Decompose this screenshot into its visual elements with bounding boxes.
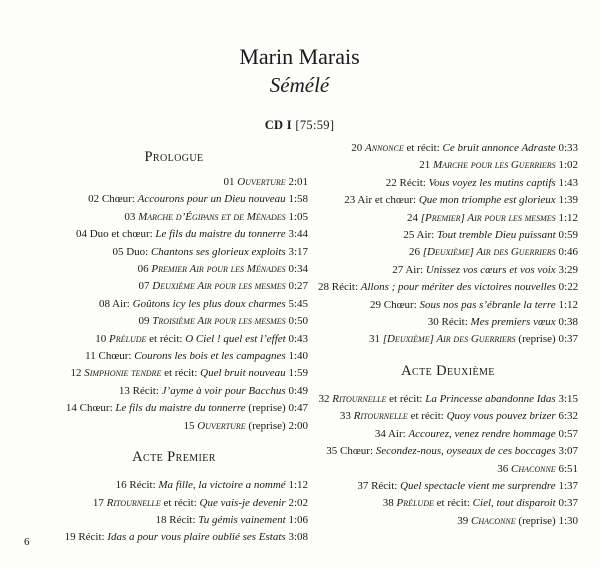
track-prefix: et récit: [160, 496, 200, 509]
track-number: 01 [223, 176, 238, 188]
track-prefix: Air: [387, 427, 409, 440]
track-duration: 0:27 [285, 280, 308, 293]
track-title: Tu gémis vainement [198, 513, 286, 526]
track-prefix: Chœur: [340, 445, 376, 458]
section-heading-acte-deuxieme: Acte Deuxième [401, 362, 495, 379]
track-title: Courons les bois et les campagnes [134, 350, 286, 363]
track-duration: 3:15 [555, 392, 578, 405]
track-note: (reprise) [515, 333, 556, 346]
track-prefix: Récit: [78, 531, 108, 544]
track-title: Quoy vous pouvez brizer [446, 410, 556, 423]
track-duration: 0:49 [285, 384, 308, 397]
section-heading-prologue: Prologue [144, 149, 204, 165]
track-title: Quel spectacle vient me surprendre [400, 479, 556, 492]
track-title: Premier Air pour les Ménades [151, 263, 286, 276]
track-number: 36 [497, 462, 511, 475]
track-number: 34 [374, 427, 388, 440]
track-title: Chaconne [470, 514, 516, 527]
track-row [40, 313, 308, 330]
track-row [40, 261, 308, 278]
track-title: Que mon triomphe est glorieux [418, 194, 556, 207]
track-row [318, 331, 578, 348]
track-title: Ciel, tout disparoit [472, 497, 556, 510]
track-prefix: et récit: [161, 367, 201, 380]
track-row [318, 279, 578, 296]
page-number: 6 [24, 536, 30, 548]
track-duration: 1:02 [555, 159, 578, 172]
track-number: 02 [88, 193, 102, 206]
track-number: 26 [408, 246, 423, 259]
track-duration: 1:30 [555, 514, 578, 527]
track-row [40, 348, 308, 365]
cd-label: CD I [264, 118, 292, 132]
track-prefix: Air et chœur: [357, 194, 419, 207]
track-row [318, 227, 578, 244]
track-title: Goûtons icy les plus doux charmes [132, 297, 286, 310]
track-duration: 0:38 [555, 316, 578, 329]
track-row [40, 512, 308, 529]
track-prefix: Récit: [169, 513, 199, 526]
track-title: Idas a pour vous plaire oublié ses Estats [107, 531, 286, 544]
track-row [318, 314, 578, 331]
track-prefix: Chœur: [79, 402, 116, 415]
track-prefix-form: Simphonie tendre [84, 367, 162, 380]
track-row [40, 226, 308, 243]
track-duration: 3:44 [285, 228, 308, 241]
track-row [318, 192, 578, 209]
track-prefix: Récit: [129, 479, 159, 492]
track-title: La Princesse abandonne Idas [425, 392, 556, 405]
track-title: Unissez vos cœurs et vos voix [425, 263, 556, 276]
track-number: 24 [406, 211, 421, 224]
track-title: Allons ; pour mériter des victoires nouvelles [360, 281, 556, 294]
track-row [40, 418, 308, 435]
track-note: (reprise) [245, 419, 286, 432]
track-row [40, 296, 308, 313]
track-prefix: Récit: [371, 479, 401, 492]
track-title: Deuxième Air pour les mesmes [152, 280, 286, 293]
track-row [318, 443, 578, 460]
track-duration: 1:12 [555, 298, 578, 311]
track-number: 07 [138, 280, 153, 293]
track-number: 13 [118, 384, 133, 397]
track-title: J’ayme à voir pour Bacchus [161, 384, 286, 397]
track-title: Que vais-je devenir [199, 496, 286, 509]
track-duration: 0:50 [285, 315, 308, 328]
track-row [318, 408, 578, 425]
track-title: Ce bruit annonce Adraste [442, 142, 556, 154]
track-number: 39 [457, 514, 471, 527]
track-duration: 0:47 [285, 402, 308, 415]
track-number: 10 [95, 332, 109, 345]
track-number: 19 [64, 531, 79, 544]
track-row [318, 461, 578, 478]
track-prefix: Chœur: [383, 298, 420, 311]
track-number: 09 [138, 315, 153, 328]
track-prefix-form: Prélude [396, 497, 434, 510]
track-row [318, 297, 578, 314]
track-title: Ouverture [197, 419, 246, 432]
track-prefix: et récit: [407, 410, 447, 423]
track-number: 21 [419, 159, 434, 172]
track-duration: 0:43 [285, 332, 308, 345]
track-duration: 0:37 [555, 333, 578, 346]
track-row [318, 478, 578, 495]
track-prefix-form: Annonce [365, 142, 404, 154]
work-title: Sémélé [269, 73, 330, 97]
track-duration: 0:59 [555, 229, 578, 242]
track-title: Marche d’Égipans et de Ménades [138, 210, 286, 223]
track-title: [Deuxième] Air des Guerriers [382, 333, 516, 346]
track-duration: 1:12 [285, 479, 308, 492]
track-row [318, 391, 578, 408]
section-heading-acte-premier: Acte Premier [132, 449, 216, 466]
track-number: 06 [137, 263, 152, 276]
track-prefix: et récit: [146, 332, 186, 345]
track-title: Tout tremble Dieu puissant [437, 229, 556, 242]
track-row [40, 383, 308, 400]
track-number: 33 [339, 410, 354, 423]
track-number: 05 [112, 245, 127, 258]
track-title: [Deuxième] Air des Guerriers [422, 246, 556, 259]
track-list [318, 140, 578, 349]
track-duration: 2:00 [285, 419, 308, 432]
composer-name: Marin Marais [239, 44, 360, 69]
track-number: 20 [351, 142, 365, 154]
track-duration: 1:06 [285, 513, 308, 526]
track-prefix: et récit: [433, 497, 473, 510]
track-title: [Premier] Air pour les mesmes [420, 211, 556, 224]
track-duration: 1:43 [555, 176, 578, 189]
track-row [318, 140, 578, 157]
track-number: 30 [427, 316, 442, 329]
track-row [318, 175, 578, 192]
track-title: Ouverture [237, 176, 286, 188]
track-duration: 1:58 [285, 193, 308, 206]
track-list [40, 174, 308, 435]
cd-heading [0, 118, 599, 133]
track-duration: 6:51 [555, 462, 578, 475]
track-title: Sous nos pas s’ébranle la terre [419, 298, 556, 311]
track-duration: 6:32 [555, 410, 578, 423]
track-duration: 0:57 [555, 427, 578, 440]
track-row [40, 191, 308, 208]
track-number: 11 [85, 350, 99, 363]
track-duration: 0:37 [555, 497, 578, 510]
track-title: Quel bruit nouveau [200, 367, 286, 380]
track-title: O Ciel ! quel est l’effet [185, 332, 286, 345]
track-title: Ma fille, la victoire a nommé [158, 479, 286, 492]
track-prefix: Air: [112, 297, 133, 310]
cd-duration: [75:59] [295, 118, 335, 132]
track-prefix: Air: [405, 263, 426, 276]
track-row [318, 513, 578, 530]
track-row [40, 365, 308, 382]
track-number: 27 [392, 263, 406, 276]
track-duration: 3:08 [285, 531, 308, 544]
track-list [40, 477, 308, 547]
track-duration: 1:59 [285, 367, 308, 380]
track-prefix-form: Ritournelle [332, 392, 387, 405]
left-column [40, 140, 308, 547]
track-title: Mes premiers vœux [470, 316, 556, 329]
track-row [40, 174, 308, 191]
track-duration: 0:33 [555, 142, 578, 154]
track-row [318, 157, 578, 174]
track-title: Accourez, venez rendre hommage [408, 427, 556, 440]
track-row [40, 278, 308, 295]
track-number: 03 [124, 210, 139, 223]
track-number: 37 [357, 479, 372, 492]
track-row [40, 209, 308, 226]
track-row [40, 529, 308, 546]
track-row [40, 400, 308, 417]
track-duration: 1:39 [555, 194, 578, 207]
track-prefix-form: Ritournelle [106, 496, 161, 509]
track-row [318, 262, 578, 279]
track-row [318, 426, 578, 443]
track-number: 32 [318, 392, 333, 405]
track-duration: 1:37 [555, 479, 578, 492]
track-number: 29 [370, 298, 384, 311]
track-prefix: Chœur: [101, 193, 138, 206]
track-prefix-form: Prélude [109, 332, 147, 345]
track-duration: 2:02 [285, 496, 308, 509]
track-number: 12 [70, 367, 85, 380]
track-duration: 0:22 [555, 281, 579, 294]
track-number: 14 [65, 402, 80, 415]
track-title: Accourons pour un Dieu nouveau [137, 193, 286, 206]
track-prefix-form: Ritournelle [353, 410, 408, 423]
track-row [40, 495, 308, 512]
track-number: 23 [344, 194, 358, 207]
track-prefix: Récit: [331, 281, 361, 294]
track-number: 25 [403, 229, 417, 242]
track-list [318, 391, 578, 530]
track-title: Troisième Air pour les mesmes [152, 315, 286, 328]
track-title: Secondez-nous, oyseaux de ces boccages [375, 445, 556, 458]
track-number: 22 [385, 176, 400, 189]
track-prefix: Chœur: [98, 350, 135, 363]
track-prefix: et récit: [386, 392, 426, 405]
track-row [318, 210, 578, 227]
right-column [318, 140, 578, 530]
track-duration: 0:46 [555, 246, 578, 259]
track-prefix: Récit: [132, 384, 162, 397]
track-duration: 1:40 [285, 350, 308, 363]
track-number: 15 [183, 419, 198, 432]
track-title: Chantons ses glorieux exploits [150, 245, 286, 258]
track-title: Le fils du maistre du tonnerre [155, 228, 286, 241]
track-prefix: Air: [416, 229, 438, 242]
track-row [318, 495, 578, 512]
track-prefix: Récit: [399, 176, 429, 189]
track-title: Vous voyez les mutins captifs [428, 176, 556, 189]
track-number: 08 [98, 297, 113, 310]
track-prefix: et récit: [403, 142, 443, 154]
track-title: Marche pour les Guerriers [433, 159, 556, 172]
track-number: 17 [92, 496, 107, 509]
track-prefix: Récit: [441, 316, 471, 329]
track-duration: 3:07 [555, 445, 578, 458]
track-number: 16 [115, 479, 130, 492]
track-title: Le fils du maistre du tonnerre [115, 402, 246, 415]
track-number: 38 [382, 497, 397, 510]
track-row [318, 244, 578, 261]
track-duration: 1:12 [555, 211, 578, 224]
track-duration: 5:45 [285, 297, 308, 310]
track-note: (reprise) [245, 402, 286, 415]
track-duration: 3:29 [555, 263, 578, 276]
track-number: 35 [326, 445, 341, 458]
track-duration: 2:01 [285, 176, 308, 188]
track-row [40, 477, 308, 494]
track-duration: 3:17 [285, 245, 308, 258]
track-duration: 1:05 [285, 210, 308, 223]
track-number: 04 [75, 228, 90, 241]
track-number: 31 [368, 333, 383, 346]
track-row [40, 244, 308, 261]
track-number: 18 [155, 513, 170, 526]
track-prefix: Duo et chœur: [89, 228, 156, 241]
track-title: Chaconne [511, 462, 556, 475]
track-note: (reprise) [515, 514, 556, 527]
track-number: 28 [318, 281, 332, 294]
track-prefix: Duo: [126, 245, 151, 258]
track-row [40, 331, 308, 348]
track-duration: 0:34 [285, 263, 308, 276]
